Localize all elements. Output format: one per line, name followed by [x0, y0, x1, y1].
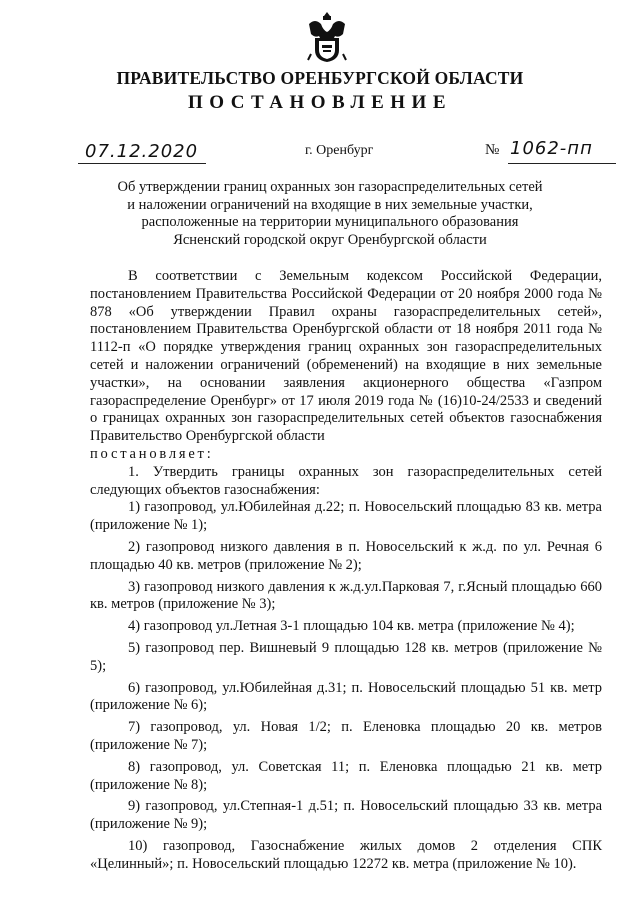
subitem: 2) газопровод низкого давления в п. Новосельский к ж.д. по ул. Речная 6 площадью 40 кв. метров (приложение № 2);: [90, 538, 602, 573]
date-underline: [78, 163, 206, 164]
subitem: 3) газопровод низкого давления к ж.д.ул.Парковая 7, г.Ясный площадью 660 кв. метров (приложение № 3);: [90, 578, 602, 613]
title-line: Ясненский городской округ Оренбургской области: [173, 231, 487, 248]
title-line: и наложении ограничений на входящие в них земельные участки,: [127, 196, 533, 213]
document-city: г. Оренбург: [305, 143, 374, 158]
document-body: [90, 268, 602, 874]
subitem: 10) газопровод, Газоснабжение жилых домов 2 отделения СПК «Целинный»; п. Новосельский площадью 12272 кв. метра (приложение № 10).: [90, 837, 602, 872]
number-underline: [508, 163, 616, 164]
document-title: [60, 179, 600, 249]
subitem: 7) газопровод, ул. Новая 1/2; п. Еленовка площадью 20 кв. метров (приложение № 7);: [90, 719, 602, 753]
subitem: 4) газопровод ул.Летная 3-1 площадью 104 кв. метра (приложение № 4);: [128, 618, 575, 635]
subitem: 9) газопровод, ул.Степная-1 д.51; п. Новосельский площадью 33 кв. метра (приложение № 9);: [90, 798, 602, 833]
intro-paragraph: В соответствии с Земельным кодексом Российской Федерации, постановлением Правительства Российской Федерации от 20 ноября 2000 года № 878 «Об утверждении Правил охраны газораспределительных сетей», постановлением Правительства Оренбургской области от 18 ноября 2011 года № 1112-п «О порядке утверждения границ охранных зон газораспределительных сетей и наложении ограничений (обременений) на входящие в них земельные участки», на основании заявления акционерного общества «Газпром газораспределение Оренбург» от 17 июля 2019 года № (16)10-24/2533 и сведений о границах охранных зон газораспределительных сетей объектов газоснабжения Правительство Оренбургской области: [90, 268, 602, 445]
title-line: Об утверждении границ охранных зон газораспределительных сетей: [117, 179, 543, 195]
subitem: 5) газопровод пер. Вишневый 9 площадью 128 кв. метров (приложение № 5);: [90, 639, 602, 674]
subitem: 8) газопровод, ул. Советская 11; п. Еленовка площадью 21 кв. метр (приложение № 8);: [90, 758, 602, 793]
document-number: 1062-пп: [510, 138, 593, 159]
resolves-word: постановляет:: [90, 445, 214, 462]
subitem: 1) газопровод, ул.Юбилейная д.22; п. Новосельский площадью 83 кв. метра (приложение № 1);: [90, 499, 602, 534]
coat-of-arms-emblem: [305, 10, 349, 64]
organization-name: ПРАВИТЕЛЬСТВО ОРЕНБУРГСКОЙ ОБЛАСТИ: [116, 68, 524, 88]
subitem: 6) газопровод, ул.Юбилейная д.31; п. Новосельский площадью 51 кв. метр (приложение № 6);: [90, 679, 602, 714]
item-1: 1. Утвердить границы охранных зон газораспределительных сетей следующих объектов газоснабжения:: [90, 463, 602, 498]
title-line: расположенные на территории муниципального образования: [141, 214, 519, 230]
document-type: ПОСТАНОВЛЕНИЕ: [187, 92, 453, 113]
document-date: 07.12.2020: [85, 141, 199, 162]
number-label: №: [485, 142, 500, 158]
